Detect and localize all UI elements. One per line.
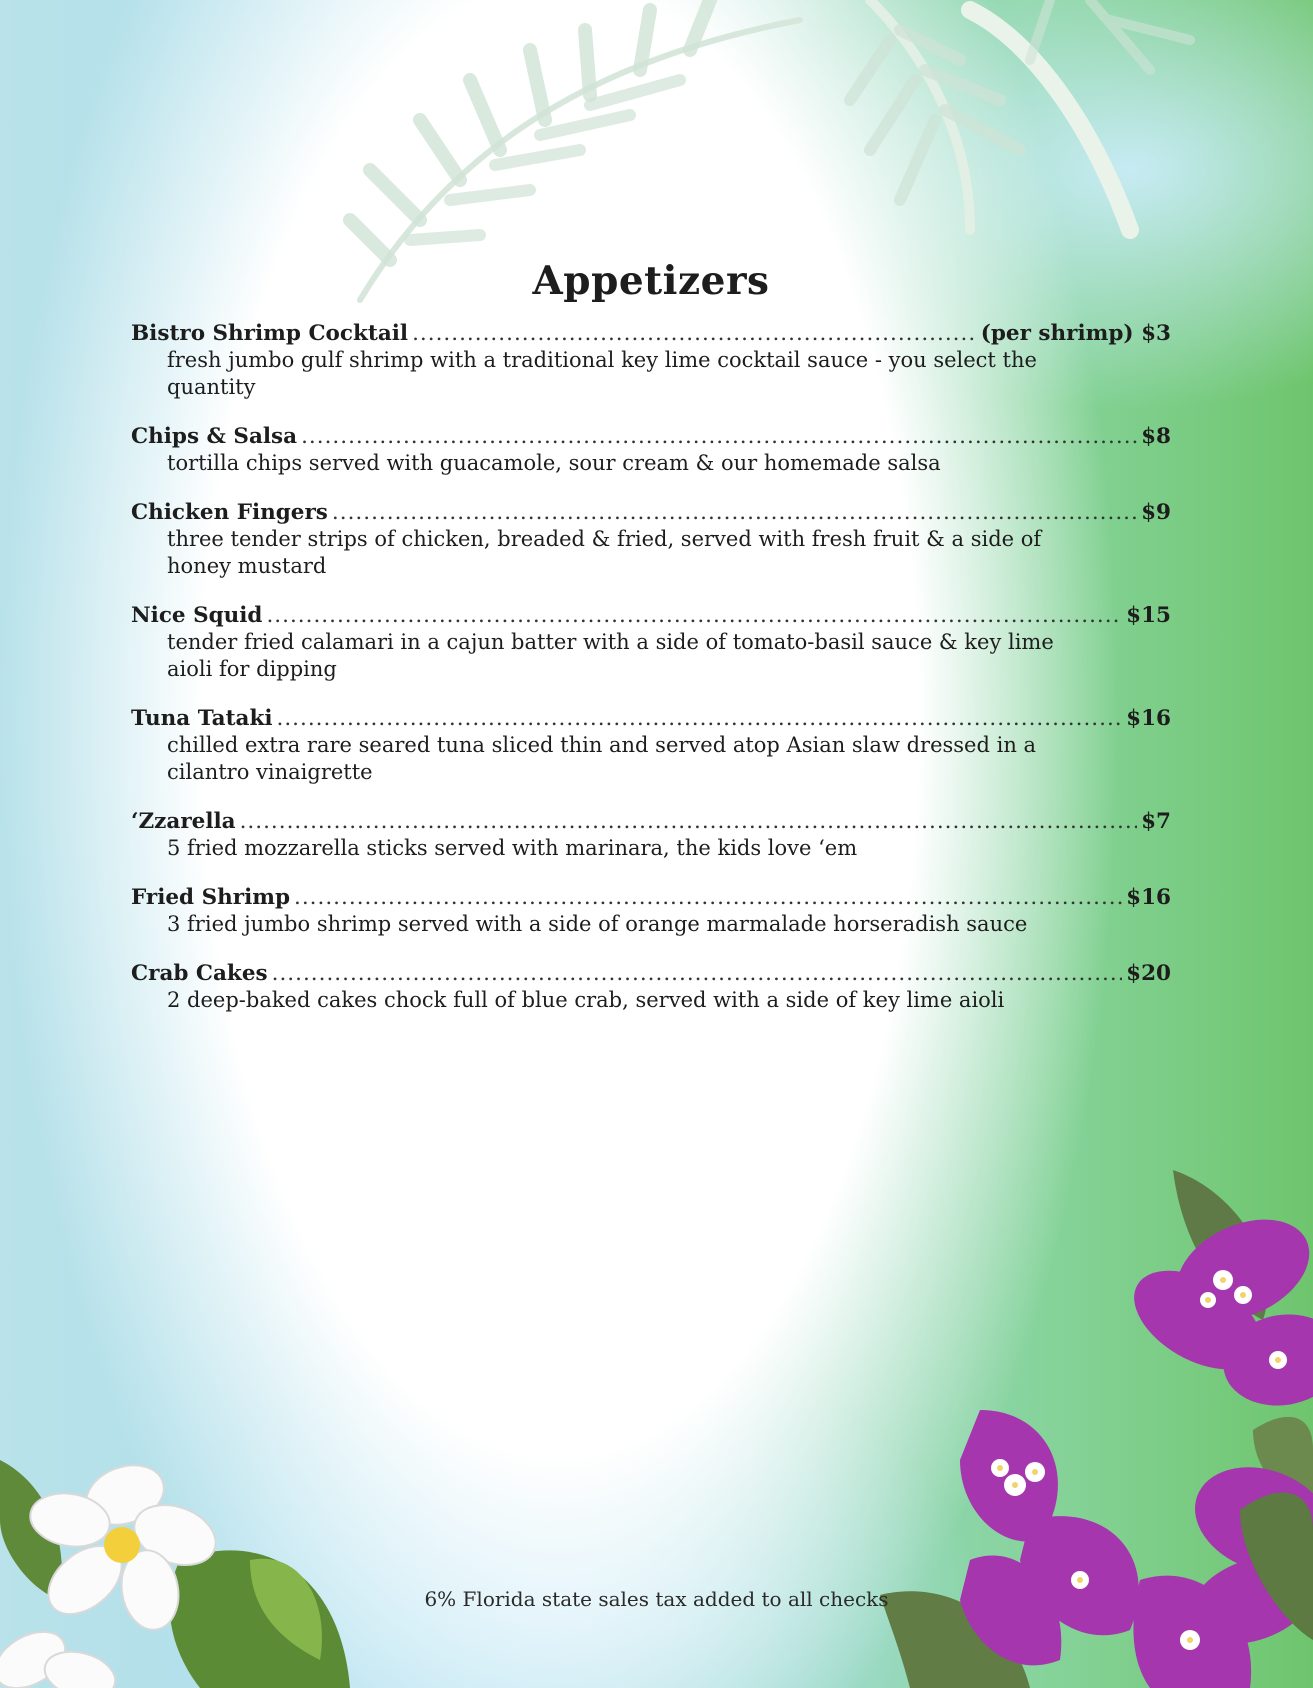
menu-item bbox=[131, 499, 1171, 580]
menu-item-name: Chips & Salsa bbox=[131, 424, 298, 449]
menu-item bbox=[131, 808, 1171, 862]
menu-item-name: ‘Zzarella bbox=[131, 809, 236, 834]
dot-leader bbox=[294, 884, 1122, 911]
appetizers-menu bbox=[131, 258, 1171, 1036]
menu-item-line bbox=[131, 705, 1171, 732]
menu-item-price: $16 bbox=[1126, 885, 1171, 910]
menu-item bbox=[131, 705, 1171, 786]
dot-leader bbox=[240, 808, 1137, 835]
menu-item-name: Nice Squid bbox=[131, 603, 263, 628]
menu-item-name: Crab Cakes bbox=[131, 961, 268, 986]
menu-item-name: Chicken Fingers bbox=[131, 500, 328, 525]
menu-item-description: 3 fried jumbo shrimp served with a side of orange marmalade horseradish sauce bbox=[167, 912, 1028, 936]
dot-leader bbox=[412, 320, 977, 347]
menu-item-description: tortilla chips served with guacamole, sour cream & our homemade salsa bbox=[167, 451, 941, 475]
tax-note: 6% Florida state sales tax added to all checks bbox=[424, 1587, 889, 1611]
menu-item-line bbox=[131, 602, 1171, 629]
menu-item bbox=[131, 423, 1171, 477]
menu-item-line bbox=[131, 320, 1171, 347]
menu-item-line bbox=[131, 808, 1171, 835]
menu-item-line bbox=[131, 423, 1171, 450]
menu-item-line bbox=[131, 960, 1171, 987]
menu-item bbox=[131, 884, 1171, 938]
menu-item-description: 2 deep-baked cakes chock full of blue crab, served with a side of key lime aioli bbox=[167, 988, 1005, 1012]
menu-item-name: Tuna Tataki bbox=[131, 706, 273, 731]
menu-item bbox=[131, 602, 1171, 683]
menu-item bbox=[131, 320, 1171, 401]
menu-item-price: (per shrimp) $3 bbox=[980, 321, 1171, 346]
menu-item-description: fresh jumbo gulf shrimp with a traditional key lime cocktail sauce - you select the quantity bbox=[167, 348, 1037, 399]
menu-item-price: $7 bbox=[1141, 809, 1171, 834]
menu-item-description: tender fried calamari in a cajun batter with a side of tomato-basil sauce & key lime aioli for dipping bbox=[167, 630, 1054, 681]
dot-leader bbox=[266, 602, 1122, 629]
menu-item bbox=[131, 960, 1171, 1014]
menu-item-price: $20 bbox=[1126, 961, 1171, 986]
plumeria-flower-icon bbox=[0, 1440, 360, 1688]
menu-item-price: $15 bbox=[1126, 603, 1171, 628]
menu-item-price: $8 bbox=[1141, 424, 1171, 449]
menu-item-price: $9 bbox=[1141, 500, 1171, 525]
dot-leader bbox=[272, 960, 1122, 987]
bougainvillea-flowers-icon bbox=[880, 1390, 1313, 1688]
menu-item-description: three tender strips of chicken, breaded & fried, served with fresh fruit & a side of honey mustard bbox=[167, 527, 1042, 578]
menu-item-line bbox=[131, 884, 1171, 911]
dot-leader bbox=[332, 499, 1137, 526]
menu-item-description: chilled extra rare seared tuna sliced thin and served atop Asian slaw dressed in a cilantro vinaigrette bbox=[167, 733, 1037, 784]
menu-item-name: Fried Shrimp bbox=[131, 885, 291, 910]
menu-item-name: Bistro Shrimp Cocktail bbox=[131, 321, 409, 346]
menu-item-line bbox=[131, 499, 1171, 526]
dot-leader bbox=[301, 423, 1137, 450]
dot-leader bbox=[277, 705, 1123, 732]
menu-item-description: 5 fried mozzarella sticks served with marinara, the kids love ‘em bbox=[167, 836, 858, 860]
menu-section-title: Appetizers bbox=[532, 258, 770, 304]
menu-item-price: $16 bbox=[1126, 706, 1171, 731]
